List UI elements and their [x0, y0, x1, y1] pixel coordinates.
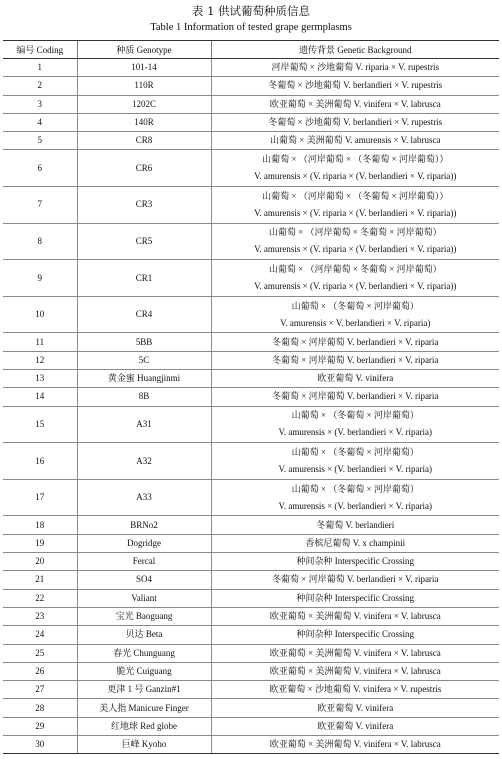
cell-genotype: 春光 Chunguang: [77, 644, 211, 662]
background-line: 欧亚葡萄 × 美洲葡萄 V. vinifera × V. labrusca: [269, 665, 441, 676]
table-row: [3, 735, 499, 753]
cell-genotype: 8B: [77, 388, 211, 406]
background-line: V. amurensis × (V. berlandieri × V. riparia): [278, 427, 432, 438]
cell-genotype: 140R: [77, 113, 211, 131]
cell-genetic-background: [211, 187, 499, 224]
background-line: 欧亚葡萄 × 美洲葡萄 V. vinifera × V. labrusca: [269, 647, 441, 658]
background-line: 山葡萄 × 美洲葡萄 V. amurensis × V. labrusca: [270, 135, 441, 146]
cell-coding: 12: [3, 351, 77, 369]
cell-coding: 27: [3, 681, 77, 699]
cell-genotype: 宝光 Baoguang: [77, 607, 211, 625]
table-row: [3, 370, 499, 388]
table-row: [3, 406, 499, 443]
table-row: [3, 644, 499, 662]
table-row: [3, 187, 499, 224]
table-row: [3, 223, 499, 260]
background-line: 冬葡萄 × 沙地葡萄 V. berlandieri × V. rupestris: [268, 80, 443, 91]
table-row: [3, 443, 499, 480]
cell-genetic-background: [211, 479, 499, 516]
cell-genetic-background: [211, 370, 499, 388]
cell-genetic-background: [211, 534, 499, 552]
cell-genotype: 更津 1 号 Ganzin#1: [77, 681, 211, 699]
table-row: [3, 699, 499, 717]
cell-genetic-background: [211, 351, 499, 369]
header-genotype: 种质 Genotype: [77, 41, 211, 59]
background-line: 山葡萄 × （冬葡萄 × 河岸葡萄）: [291, 300, 419, 311]
cell-coding: 7: [3, 187, 77, 224]
cell-coding: 6: [3, 150, 77, 187]
cell-genetic-background: [211, 132, 499, 150]
cell-coding: 5: [3, 132, 77, 150]
cell-genotype: 5C: [77, 351, 211, 369]
cell-coding: 28: [3, 699, 77, 717]
table-row: [3, 113, 499, 131]
cell-genetic-background: [211, 296, 499, 333]
table-row: [3, 479, 499, 516]
background-line: 山葡萄 × （河岸葡萄 × （冬葡萄 × 河岸葡萄））: [262, 190, 449, 201]
background-line: 山葡萄 × （冬葡萄 × 河岸葡萄）: [291, 483, 419, 494]
cell-genotype: 黄金蜜 Huangjinmi: [77, 370, 211, 388]
cell-genetic-background: [211, 260, 499, 297]
cell-coding: 1: [3, 59, 77, 77]
cell-coding: 21: [3, 571, 77, 589]
background-line: 冬葡萄 V. berlandieri: [316, 519, 395, 530]
background-line: 冬葡萄 × 河岸葡萄 V. berlandieri × V. riparia: [272, 336, 439, 347]
background-line: 香槟尼葡萄 V. x champinii: [305, 537, 406, 548]
cell-coding: 15: [3, 406, 77, 443]
table-row: [3, 351, 499, 369]
table-row: [3, 553, 499, 571]
cell-genetic-background: [211, 443, 499, 480]
table-body: [3, 59, 499, 754]
cell-genotype: A32: [77, 443, 211, 480]
cell-genotype: 脆光 Cuiguang: [77, 662, 211, 680]
cell-genetic-background: [211, 626, 499, 644]
table-caption-chinese: 表 1 供试葡萄种质信息: [191, 4, 311, 18]
cell-genotype: 贝达 Beta: [77, 626, 211, 644]
cell-coding: 30: [3, 735, 77, 753]
cell-genetic-background: [211, 516, 499, 534]
background-line: 冬葡萄 × 河岸葡萄 V. berlandieri × V. riparia: [272, 354, 439, 365]
cell-genotype: 1202C: [77, 95, 211, 113]
cell-coding: 4: [3, 113, 77, 131]
background-line: V. amurensis × V. berlandieri × V. riparia): [280, 317, 431, 328]
background-line: 山葡萄 × （河岸葡萄 × 冬葡萄 × 河岸葡萄）: [268, 264, 442, 275]
table-row: [3, 662, 499, 680]
cell-genetic-background: [211, 607, 499, 625]
cell-genotype: 101-14: [77, 59, 211, 77]
background-line: V. amurensis × (V. berlandieri × V. riparia): [278, 464, 432, 475]
cell-coding: 3: [3, 95, 77, 113]
table-row: [3, 534, 499, 552]
background-line: 欧亚葡萄 × 美洲葡萄 V. vinifera × V. labrusca: [269, 611, 441, 622]
cell-coding: 24: [3, 626, 77, 644]
cell-coding: 9: [3, 260, 77, 297]
background-line: 欧亚葡萄 × 美洲葡萄 V. vinifera × V. labrusca: [269, 98, 441, 109]
table-row: [3, 626, 499, 644]
cell-genotype: A33: [77, 479, 211, 516]
table-row: [3, 77, 499, 95]
cell-genotype: 5BB: [77, 333, 211, 351]
table-row: [3, 681, 499, 699]
cell-genotype: Fercal: [77, 553, 211, 571]
cell-genetic-background: [211, 681, 499, 699]
background-line: V. amurensis × (V. riparia × (V. berlandieri × V. riparia)): [254, 171, 457, 182]
cell-genetic-background: [211, 589, 499, 607]
cell-genetic-background: [211, 717, 499, 735]
background-line: 种间杂种 Interspecific Crossing: [296, 556, 414, 567]
cell-genotype: CR4: [77, 296, 211, 333]
background-line: 山葡萄 × （冬葡萄 × 河岸葡萄）: [291, 410, 419, 421]
cell-genetic-background: [211, 150, 499, 187]
cell-coding: 25: [3, 644, 77, 662]
background-line: V. amurensis × (V. riparia × (V. berlandieri × V. riparia)): [254, 244, 457, 255]
table-row: [3, 333, 499, 351]
background-line: 欧亚葡萄 V. vinifera: [317, 373, 394, 384]
cell-coding: 20: [3, 553, 77, 571]
cell-coding: 2: [3, 77, 77, 95]
table-row: [3, 95, 499, 113]
cell-coding: 10: [3, 296, 77, 333]
cell-coding: 22: [3, 589, 77, 607]
table-row: [3, 132, 499, 150]
cell-genotype: 110R: [77, 77, 211, 95]
cell-genotype: CR3: [77, 187, 211, 224]
cell-genotype: Dogridge: [77, 534, 211, 552]
background-line: V. amurensis × (V. riparia × (V. berlandieri × V. riparia)): [254, 207, 457, 218]
table-caption-english: Table 1 Information of tested grape germplasms: [150, 22, 352, 33]
cell-genotype: BRNo2: [77, 516, 211, 534]
header-row: [3, 41, 499, 59]
background-line: 欧亚葡萄 V. vinifera: [317, 720, 394, 731]
cell-genetic-background: [211, 77, 499, 95]
cell-genetic-background: [211, 113, 499, 131]
cell-coding: 11: [3, 333, 77, 351]
cell-coding: 26: [3, 662, 77, 680]
cell-genotype: CR5: [77, 223, 211, 260]
background-line: 欧亚葡萄 × 沙地葡萄 V. vinifera × V. rupestris: [269, 684, 442, 695]
cell-genotype: SO4: [77, 571, 211, 589]
cell-coding: 16: [3, 443, 77, 480]
cell-coding: 19: [3, 534, 77, 552]
germplasm-table: [3, 40, 499, 754]
cell-genotype: 美人指 Manicure Finger: [77, 699, 211, 717]
cell-genetic-background: [211, 571, 499, 589]
table-row: [3, 388, 499, 406]
background-line: 欧亚葡萄 × 美洲葡萄 V. vinifera × V. labrusca: [269, 739, 441, 750]
cell-genetic-background: [211, 59, 499, 77]
cell-genotype: 巨峰 Kyoho: [77, 735, 211, 753]
header-genetic-background: 遗传背景 Genetic Background: [211, 41, 499, 59]
background-line: 冬葡萄 × 河岸葡萄 V. berlandieri × V. riparia: [272, 574, 439, 585]
background-line: 山葡萄 × （冬葡萄 × 河岸葡萄）: [291, 447, 419, 458]
cell-genetic-background: [211, 388, 499, 406]
background-line: 山葡萄 × （河岸葡萄 × 冬葡萄 × 河岸葡萄）: [268, 227, 442, 238]
cell-genotype: CR1: [77, 260, 211, 297]
table-row: [3, 607, 499, 625]
cell-genetic-background: [211, 223, 499, 260]
cell-genotype: Valiant: [77, 589, 211, 607]
background-line: V. amurensis × (V. berlandieri × V. riparia): [278, 500, 432, 511]
background-line: 山葡萄 × （河岸葡萄 × （冬葡萄 × 河岸葡萄））: [262, 154, 449, 165]
cell-genotype: CR6: [77, 150, 211, 187]
table-row: [3, 589, 499, 607]
background-line: 冬葡萄 × 河岸葡萄 V. berlandieri × V. riparia: [272, 391, 439, 402]
cell-coding: 18: [3, 516, 77, 534]
header-coding: 编号 Coding: [3, 41, 77, 59]
background-line: 河岸葡萄 × 沙地葡萄 V. riparia × V. rupestris: [271, 62, 439, 73]
background-line: 冬葡萄 × 沙地葡萄 V. berlandieri × V. rupestris: [268, 117, 443, 128]
cell-genetic-background: [211, 406, 499, 443]
cell-genetic-background: [211, 333, 499, 351]
cell-coding: 8: [3, 223, 77, 260]
table-header: [3, 41, 499, 59]
table-row: [3, 717, 499, 735]
cell-coding: 14: [3, 388, 77, 406]
table-row: [3, 59, 499, 77]
cell-genetic-background: [211, 644, 499, 662]
cell-genotype: CR8: [77, 132, 211, 150]
background-line: 种间杂种 Interspecific Crossing: [296, 629, 414, 640]
cell-coding: 29: [3, 717, 77, 735]
table-row: [3, 296, 499, 333]
table-row: [3, 516, 499, 534]
background-line: 欧亚葡萄 V. vinifera: [317, 702, 394, 713]
cell-genetic-background: [211, 662, 499, 680]
cell-genetic-background: [211, 699, 499, 717]
cell-genetic-background: [211, 553, 499, 571]
cell-genetic-background: [211, 95, 499, 113]
table-row: [3, 150, 499, 187]
cell-genotype: 红地球 Red globe: [77, 717, 211, 735]
background-line: V. amurensis × (V. riparia × (V. berlandieri × V. riparia)): [254, 281, 457, 292]
cell-coding: 17: [3, 479, 77, 516]
table-row: [3, 260, 499, 297]
cell-coding: 23: [3, 607, 77, 625]
cell-coding: 13: [3, 370, 77, 388]
table-row: [3, 571, 499, 589]
cell-genetic-background: [211, 735, 499, 753]
cell-genotype: A31: [77, 406, 211, 443]
background-line: 种间杂种 Interspecific Crossing: [296, 592, 414, 603]
